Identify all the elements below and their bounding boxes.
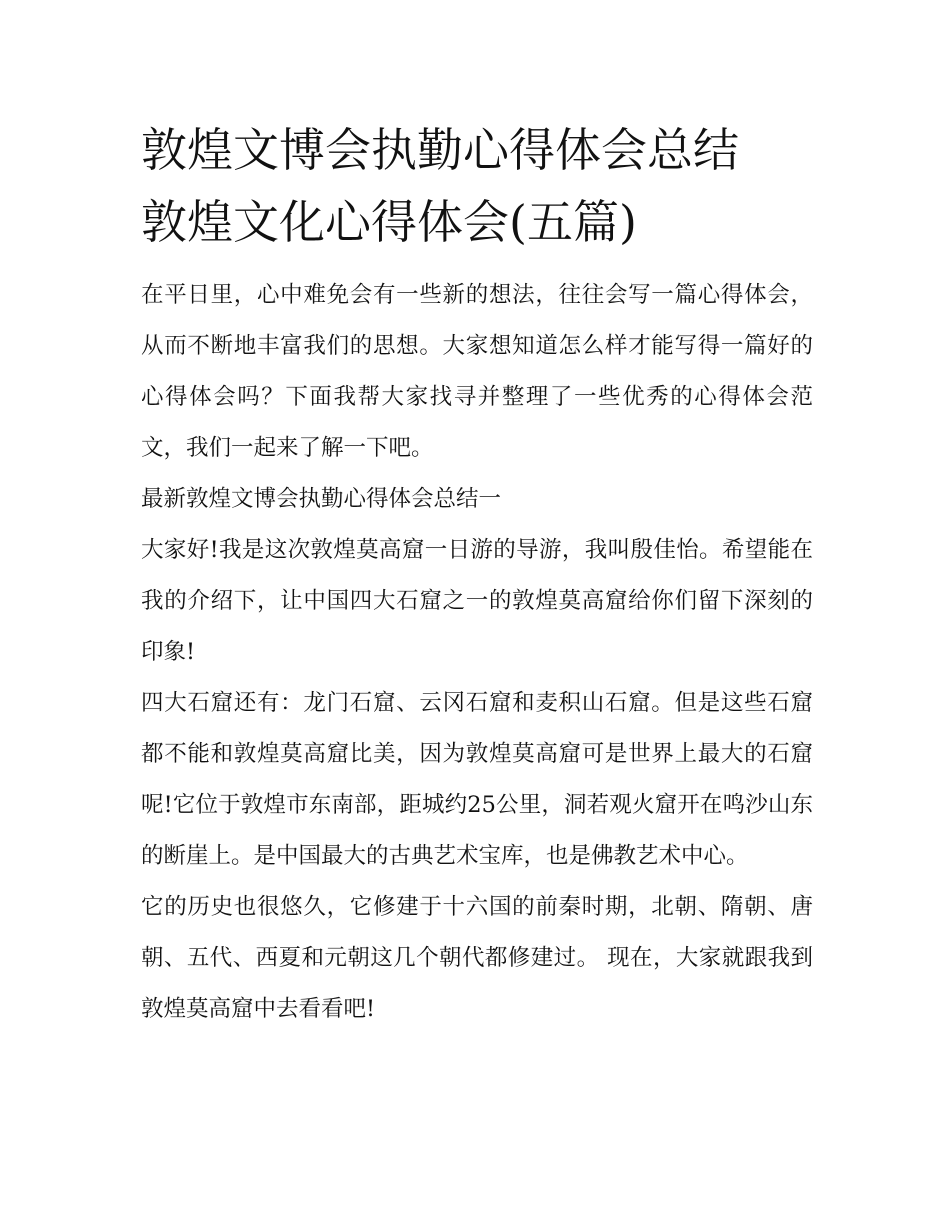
body-paragraph: 四大石窟还有：龙门石窟、云冈石窟和麦积山石窟。但是这些石窟都不能和敦煌莫高窟比美，因为敦煌莫高窟可是世界上最大的石窟呢!它位于敦煌市东南部，距城约25公里，洞若观火窟开在鸣沙山东的断崖上。是中国最大的古典艺术宝库，也是佛教艺术中心。 [141, 690, 813, 869]
intro-paragraph: 在平日里，心中难免会有一些新的想法，往往会写一篇心得体会，从而不断地丰富我们的思想。大家想知道怎么样才能写得一篇好的心得体会吗？下面我帮大家找寻并整理了一些优秀的心得体会范文，我们一起来了解一下吧。 [141, 282, 813, 461]
body-paragraph: 大家好!我是这次敦煌莫高窟一日游的导游，我叫殷佳怡。希望能在我的介绍下，让中国四大石窟之一的敦煌莫高窟给你们留下深刻的印象! [141, 537, 813, 665]
title-line-2: 敦煌文化心得体会(五篇) [141, 195, 637, 249]
body-paragraph: 它的历史也很悠久，它修建于十六国的前秦时期，北朝、隋朝、唐朝、五代、西夏和元朝这几个朝代都修建过。 现在，大家就跟我到敦煌莫高窟中去看看吧! [141, 894, 813, 1022]
title-line-1: 敦煌文博会执勤心得体会总结 [141, 123, 739, 177]
document-title [141, 114, 813, 258]
section-heading: 最新敦煌文博会执勤心得体会总结一 [141, 486, 502, 512]
document-content [141, 114, 813, 1035]
document-body [141, 270, 813, 1035]
